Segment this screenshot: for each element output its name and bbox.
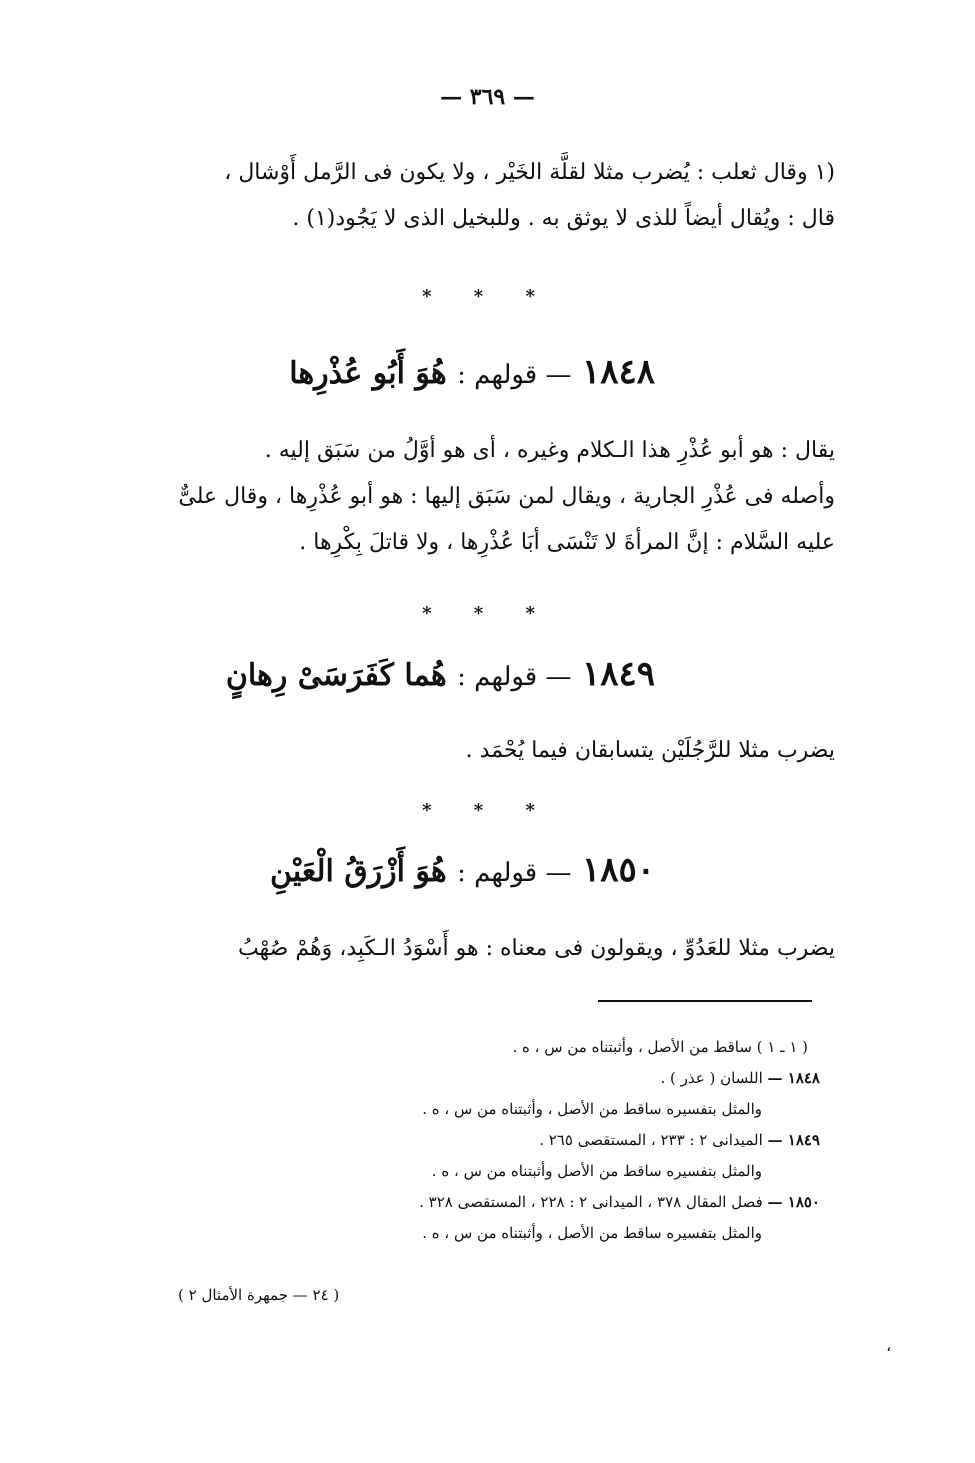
explanation-line: وأصله فى عُذْرِ الجارية ، ويقال لمن سَبَق إليها : هو أبو عُذْرِها ، وقال علىٌّ (178, 484, 835, 509)
footnotes (120, 1032, 820, 1249)
footnote-line: والمثل بتفسيره ساقط من الأصل ، وأثبتناه من س ، ه . (422, 1224, 762, 1242)
stray-mark: ، (886, 1336, 892, 1355)
signature-mark: ( ٢٤ — جمهرة الأمثال ٢ ) (178, 1286, 340, 1304)
proverb-number: ١٨٤٩ (581, 654, 655, 694)
proverb-explanation-1848 (135, 428, 835, 566)
proverb-intro: — قولهم : (457, 662, 572, 692)
proverb-number: ١٨٤٨ (581, 352, 655, 392)
proverb-intro: — قولهم : (457, 360, 572, 390)
footnote-line: ( ١ ـ ١ ) ساقط من الأصل ، وأثبتناه من س ، ه . (512, 1038, 808, 1056)
footnote-line: ١٨٥٠ — فصل المقال ٣٧٨ ، الميدانى ٢ : ٢٢٨ ، المستقصى ٣٢٨ . (419, 1193, 820, 1211)
proverb-text: هُما كَفَرَسَىْ رِهانٍ (225, 658, 447, 693)
footnote-divider (598, 1000, 812, 1002)
footnote-line: ١٨٤٩ — الميدانى ٢ : ٢٣٣ ، المستقصى ٢٦٥ . (539, 1131, 820, 1149)
proverb-text: هُوَ أَبُو عُذْرِها (289, 356, 447, 391)
proverb-intro: — قولهم : (457, 858, 572, 888)
proverb-text: هُوَ أَزْرَقُ الْعَيْنِ (270, 854, 447, 889)
proverb-heading-1849 (225, 654, 655, 694)
proverb-explanation-1849 (135, 728, 835, 774)
explanation-line: عليه السَّلام : إنَّ المرأةَ لا تَنْسَى أبَا عُذْرِها ، ولا قاتلَ بِكْرِها . (299, 530, 835, 555)
proverb-heading-1850 (235, 850, 655, 890)
footnote-line: ١٨٤٨ — اللسان ( عذر ) . (660, 1069, 820, 1087)
explanation-line: يضرب مثلا للرَّجُلَيْن يتسابقان فيما يُحْمَد . (465, 738, 835, 763)
proverb-explanation-1850 (135, 926, 835, 972)
footnote-line: والمثل بتفسيره ساقط من الأصل ، وأثبتناه من س ، ه . (422, 1100, 762, 1118)
intro-line-2: قال : ويُقال أيضاً للذى لا يوثق به . وللبخيل الذى لا يَجُود(١) . (292, 206, 835, 231)
section-separator: * * * (422, 286, 553, 307)
intro-paragraph (135, 150, 835, 242)
footnote-line: والمثل بتفسيره ساقط من الأصل وأثبتناه من س ، ه . (431, 1162, 762, 1180)
explanation-line: يضرب مثلا للعَدُوِّ ، ويقولون فى معناه : هو أَسْوَدُ الـكَبِد، وَهُمْ صُهْبُ (237, 936, 835, 961)
proverb-heading-1848 (235, 352, 655, 392)
section-separator: * * * (422, 800, 553, 821)
intro-line-1: (١ وقال ثعلب : يُضرب مثلا لقلَّة الخَيْر ، ولا يكون فى الرَّمل أَوْشال ، (224, 160, 835, 185)
explanation-line: يقال : هو أبو عُذْرِ هذا الـكلام وغيره ، أى هو أوَّلُ من سَبَق إليه . (264, 438, 835, 463)
proverb-number: ١٨٥٠ (581, 850, 655, 890)
section-separator: * * * (422, 603, 553, 624)
page-number: — ٣٦٩ — (440, 84, 535, 110)
